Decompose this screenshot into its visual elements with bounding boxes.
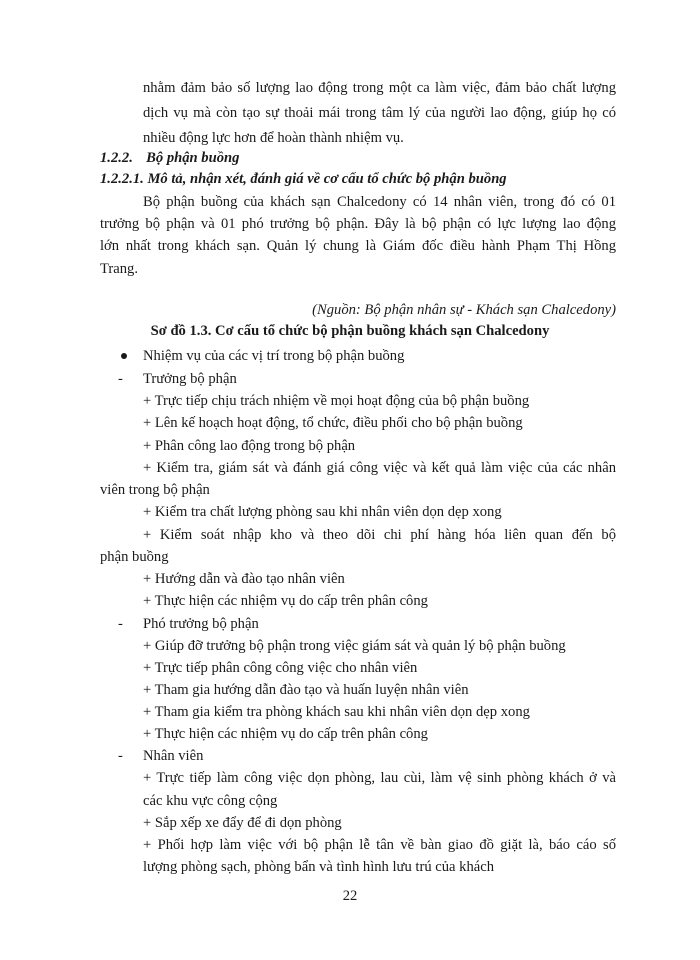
section-number: 1.2.2. xyxy=(100,150,133,166)
overview-line-1: Bộ phận buồng của khách sạn Chalcedony có 14 nhân viên, trong đó có 01 xyxy=(143,194,616,210)
task-item: + Tham gia kiểm tra phòng khách sau khi nhân viên dọn dẹp xong xyxy=(143,704,530,720)
role-title-staff: Nhân viên xyxy=(143,748,204,764)
dash-marker: - xyxy=(118,616,123,632)
task-item: + Kiểm tra chất lượng phòng sau khi nhân viên dọn dẹp xong xyxy=(143,504,502,520)
task-item-continuation: lượng phòng sạch, phòng bẩn và tình hình lưu trú của khách xyxy=(143,859,495,875)
intro-line-2: dịch vụ mà còn tạo sự thoải mái trong tâm lý của người lao động, giúp họ có xyxy=(143,105,616,121)
task-item-continuation: phận buồng xyxy=(100,549,169,565)
task-item: + Trực tiếp làm công việc dọn phòng, lau cùi, làm vệ sinh phòng khách ở và xyxy=(143,770,616,786)
overview-line-2: trưởng bộ phận và 01 phó trưởng bộ phận. Đây là bộ phận có lực lượng lao động xyxy=(100,216,616,232)
bullet-dot-icon xyxy=(121,353,127,359)
role-title-head: Trưởng bộ phận xyxy=(143,371,237,387)
page-number: 22 xyxy=(342,888,358,904)
task-item: + Giúp đỡ trưởng bộ phận trong việc giám sát và quản lý bộ phận buồng xyxy=(143,638,566,654)
section-title: Bộ phận buồng xyxy=(146,150,240,166)
task-item: + Hướng dẫn và đào tạo nhân viên xyxy=(143,571,345,587)
task-item: + Lên kế hoạch hoạt động, tổ chức, điều phối cho bộ phận buồng xyxy=(143,415,523,431)
task-item: + Kiểm soát nhập kho và theo dõi chi phí hàng hóa liên quan đến bộ xyxy=(143,527,616,543)
task-item: + Kiểm tra, giám sát và đánh giá công việc và kết quả làm việc của các nhân xyxy=(143,460,616,476)
subsection-title: Mô tả, nhận xét, đánh giá về cơ cấu tổ chức bộ phận buồng xyxy=(147,171,507,187)
task-item-continuation: viên trong bộ phận xyxy=(100,482,210,498)
diagram-caption: Sơ đồ 1.3. Cơ cấu tổ chức bộ phận buồng khách sạn Chalcedony xyxy=(150,323,550,339)
dash-marker: - xyxy=(118,371,123,387)
intro-line-3: nhiều động lực hơn để hoàn thành nhiệm vụ. xyxy=(143,130,404,146)
intro-line-1: nhằm đảm bảo số lượng lao động trong một ca làm việc, đảm bảo chất lượng xyxy=(143,80,616,96)
task-item: + Phân công lao động trong bộ phận xyxy=(143,438,356,454)
role-title-deputy: Phó trưởng bộ phận xyxy=(143,616,259,632)
overview-line-3: lớn nhất trong khách sạn. Quản lý chung là Giám đốc điều hành Phạm Thị Hồng xyxy=(100,238,616,254)
task-item: + Trực tiếp phân công công việc cho nhân viên xyxy=(143,660,418,676)
task-item-continuation: các khu vực công cộng xyxy=(143,793,278,809)
section-heading-1-2-2 xyxy=(100,148,239,168)
task-item: + Phối hợp làm việc với bộ phận lễ tân về bàn giao đồ giặt là, báo cáo số xyxy=(143,837,616,853)
subsection-number: 1.2.2.1. xyxy=(100,171,144,187)
source-note: (Nguồn: Bộ phận nhân sự - Khách sạn Chalcedony) xyxy=(312,302,616,318)
task-item: + Tham gia hướng dẫn đào tạo và huấn luyện nhân viên xyxy=(143,682,469,698)
task-item: + Thực hiện các nhiệm vụ do cấp trên phân công xyxy=(143,726,428,742)
task-item: + Trực tiếp chịu trách nhiệm về mọi hoạt động của bộ phận buồng xyxy=(143,393,530,409)
overview-line-4: Trang. xyxy=(100,261,138,277)
section-heading-1-2-2-1 xyxy=(100,169,507,189)
dash-marker: - xyxy=(118,748,123,764)
task-item: + Sắp xếp xe đẩy để đi dọn phòng xyxy=(143,815,342,831)
duties-heading: Nhiệm vụ của các vị trí trong bộ phận buồng xyxy=(143,348,405,364)
task-item: + Thực hiện các nhiệm vụ do cấp trên phân công xyxy=(143,593,428,609)
